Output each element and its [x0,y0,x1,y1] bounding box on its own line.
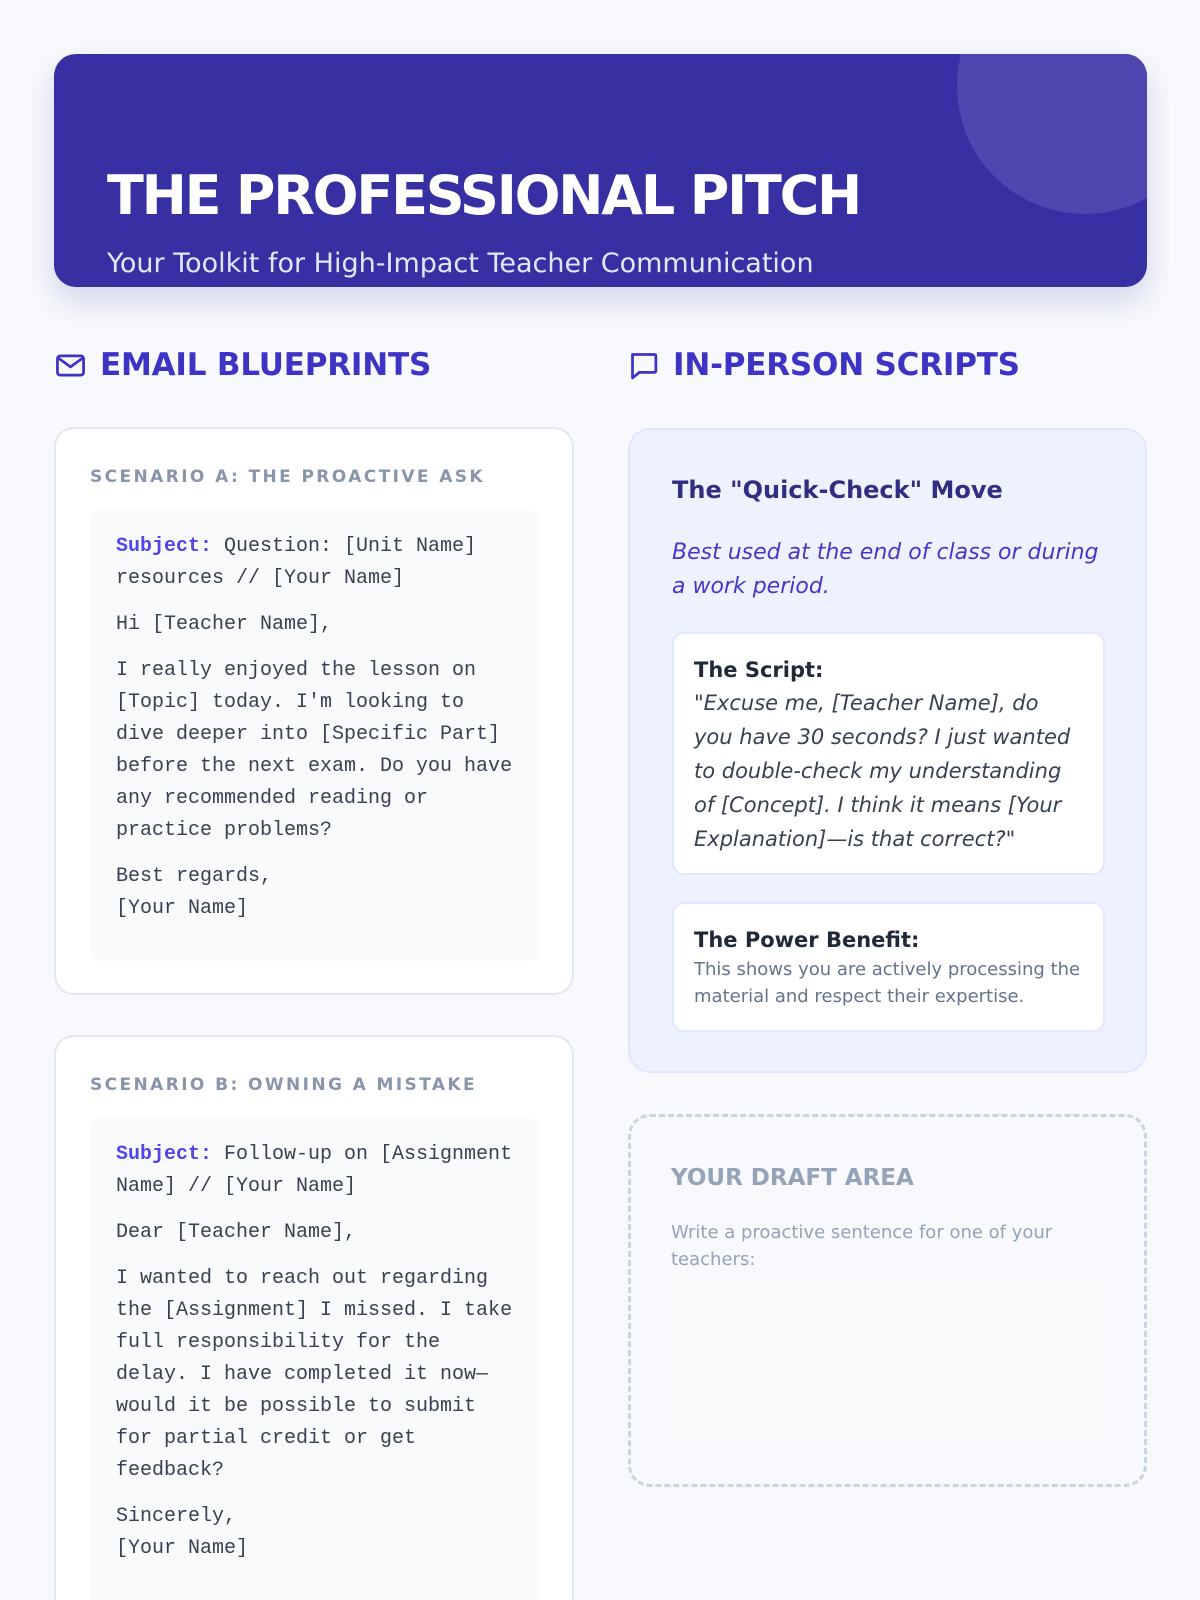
email-greeting: Dear [Teacher Name], [116,1221,357,1244]
email-subject-line [116,531,514,595]
script-text: "Excuse me, [Teacher Name], do you have 30 seconds? I just wanted to double-check my understanding of [Concept]. I think it means [Your Explanation]—is that correct?" [694,691,1071,851]
mail-icon [54,349,87,382]
in-person-section-heading [627,343,1020,387]
script-box [672,632,1105,875]
in-person-section-title: IN-PERSON SCRIPTS [673,347,1020,383]
script-card-title: The "Quick-Check" Move [672,476,1003,504]
hero-banner [54,54,1147,287]
quick-check-script-card [628,428,1147,1073]
email-template [90,1118,540,1600]
draft-input[interactable] [671,1285,1104,1445]
benefit-text: This shows you are actively processing the material and respect their expertise. [694,959,1081,1007]
email-body: I really enjoyed the lesson on [Topic] today. I'm looking to dive deeper into [Specific Part] before the next exam. Do you have any recommended reading or practice problems? [116,659,525,842]
email-section-heading [54,343,431,387]
page-subtitle: Your Toolkit for High-Impact Teacher Communication [107,248,814,279]
script-usage-note: Best used at the end of class or during a work period. [672,540,1099,599]
scenario-label: SCENARIO A: THE PROACTIVE ASK [90,467,486,487]
decorative-circle [957,54,1147,214]
email-subject-line [116,1139,525,1203]
email-section-title: EMAIL BLUEPRINTS [100,347,432,383]
email-card-scenario-a [54,427,574,995]
email-signoff: Sincerely, [Your Name] [116,1505,249,1560]
email-subject: Question: [Unit Name] resources // [Your Name] [116,535,489,590]
page-title: THE PROFESSIONAL PITCH [107,164,861,227]
scenario-label: SCENARIO B: OWNING A MISTAKE [90,1075,478,1095]
email-template [90,510,540,961]
script-label: The Script: [694,658,824,682]
email-signoff: Best regards, [Your Name] [116,865,273,920]
email-card-scenario-b [54,1035,574,1600]
email-body: I wanted to reach out regarding the [Assignment] I missed. I take full responsibility for the delay. I have completed it now—would it be possible to submit for partial credit or get feedback? [116,1267,525,1482]
chat-bubble-icon [627,349,660,382]
benefit-box [672,902,1105,1032]
email-greeting: Hi [Teacher Name], [116,613,333,636]
draft-prompt: Write a proactive sentence for one of your teachers: [671,1222,1053,1270]
draft-area-title: YOUR DRAFT AREA [671,1165,914,1191]
draft-area [628,1114,1147,1487]
email-subject: Follow-up on [Assignment Name] // [Your Name] [116,1143,525,1198]
benefit-label: The Power Benefit: [694,928,920,952]
subject-key: Subject: [116,535,213,558]
subject-key: Subject: [116,1143,213,1166]
